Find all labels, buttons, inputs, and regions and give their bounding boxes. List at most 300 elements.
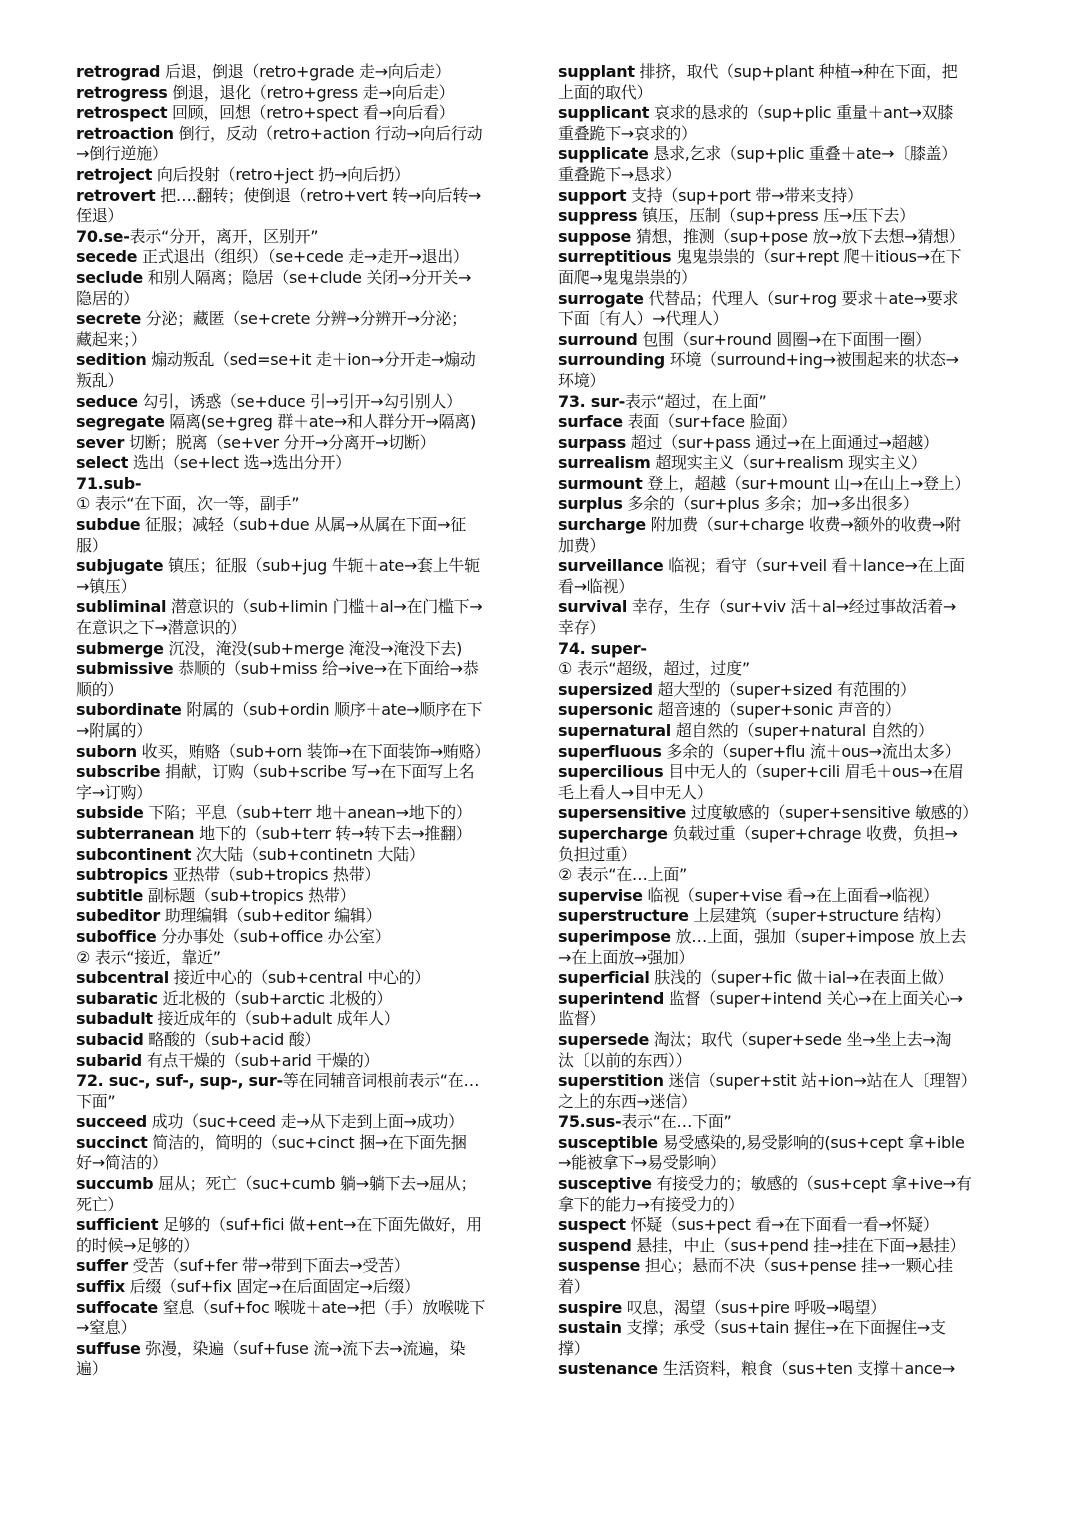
definition-text: 易受感染的,易受影响的(sus+cept 拿+ible xyxy=(657,1132,965,1152)
entry-line xyxy=(76,865,524,886)
entry-line xyxy=(76,783,524,804)
entry-line xyxy=(76,845,524,866)
definition-text: 正式退出（组织）（se+cede 走→走开→退出） xyxy=(137,247,469,267)
definition-text: 幸存，生存（sur+viv 活＋al→经过事故活着→ xyxy=(627,597,957,617)
definition-text: 多余的（sur+plus 多余；加→多出很多） xyxy=(622,494,919,514)
entry-line xyxy=(558,865,1006,886)
entry-line xyxy=(76,1277,524,1298)
definition-text: 迷信（super+stit 站+ion→站在人〔理智） xyxy=(663,1071,977,1091)
definition-text: →镇压） xyxy=(76,576,137,596)
definition-text: 表示“分开，离开，区别开” xyxy=(129,226,319,246)
headword: subadult xyxy=(76,1009,153,1029)
entry-line xyxy=(558,1318,1006,1339)
entry-line xyxy=(76,1030,524,1051)
definition-text: →窒息） xyxy=(76,1318,137,1338)
definition-text: 排挤，取代（sup+plant 种植→种在下面，把 xyxy=(634,62,958,81)
definition-text: 包围（sur+round 圆圈→在下面围一圈） xyxy=(637,329,931,349)
headword: sustain xyxy=(558,1318,622,1338)
entry-line xyxy=(76,1339,524,1360)
definition-text: 隔离(se+greg 群＋ate→和人群分开→隔离) xyxy=(164,412,476,432)
definition-text: 表面（sur+face 脸面） xyxy=(622,412,797,432)
definition-text: 负载过重（super+chrage 收费，负担→ xyxy=(667,823,958,843)
definition-text: 恳求,乞求（sup+plic 重叠＋ate→〔膝盖） xyxy=(648,144,957,164)
headword: seduce xyxy=(76,391,138,411)
headword: supersensitive xyxy=(558,803,687,823)
headword: secrete xyxy=(76,309,142,329)
headword: superficial xyxy=(558,968,650,988)
entry-line xyxy=(558,948,1006,969)
definition-text: 次大陆（sub+continetn 大陆） xyxy=(191,844,425,864)
definition-text: 毛上看人→目中无人） xyxy=(558,782,713,802)
definition-text: 附加费（sur+charge 收费→额外的收费→附 xyxy=(645,515,961,535)
definition-text: 等在同辅音词根前表示“在… xyxy=(282,1071,480,1091)
definition-text: 看→临视） xyxy=(558,576,634,596)
definition-text: 窒息（suf+foc 喉咙＋ate→把（手）放喉咙下 xyxy=(157,1297,486,1317)
definition-text: 在意识之下→潜意识的） xyxy=(76,618,247,638)
definition-text: ① 表示“在下面，次一等，副手” xyxy=(76,494,300,514)
definition-text: 超现实主义（sur+realism 现实主义） xyxy=(650,453,927,473)
entry-line xyxy=(558,824,1006,845)
headword: suborn xyxy=(76,741,137,761)
entry-line xyxy=(558,845,1006,866)
definition-text: 上面的取代） xyxy=(558,82,653,102)
entry-line xyxy=(76,989,524,1010)
entry-line xyxy=(558,989,1006,1010)
entry-line xyxy=(558,536,1006,557)
definition-text: 附属的（sub+ordin 顺序＋ate→顺序在下 xyxy=(181,700,483,720)
entry-line xyxy=(76,1133,524,1154)
definition-text: 镇压，压制（sup+press 压→压下去） xyxy=(637,206,915,226)
entry-line xyxy=(76,618,524,639)
entry-line xyxy=(558,247,1006,268)
headword: suffer xyxy=(76,1256,128,1276)
definition-text: 顺的） xyxy=(76,679,124,699)
entry-line xyxy=(558,1153,1006,1174)
entry-line xyxy=(558,1009,1006,1030)
definition-text: 地下的（sub+terr 转→转下去→推翻） xyxy=(194,823,472,843)
definition-text: 环境（surround+ing→被围起来的状态→ xyxy=(664,350,959,370)
headword: subscribe xyxy=(76,762,161,782)
entry-line xyxy=(558,556,1006,577)
definition-text: 倒退，退化（retro+gress 走→向后走） xyxy=(167,82,455,102)
headword: surmount xyxy=(558,473,643,493)
entry-line xyxy=(558,392,1006,413)
headword: surplus xyxy=(558,494,623,514)
entry-line xyxy=(558,927,1006,948)
definition-text: 足够的（suf+fici 做+ent→在下面先做好，用 xyxy=(158,1215,482,1235)
headword: 73. sur- xyxy=(558,391,625,411)
entry-line xyxy=(76,948,524,969)
definition-text: 回顾，回想（retro+spect 看→向后看） xyxy=(167,103,455,123)
entry-line xyxy=(76,247,524,268)
definition-text: 好→简洁的） xyxy=(76,1153,168,1173)
entry-line xyxy=(558,371,1006,392)
definition-text: 超自然的（super+natural 自然的） xyxy=(670,721,934,740)
definition-text: 肤浅的（super+fic 做＋ial→在表面上做） xyxy=(649,968,954,988)
definition-text: 之上的东西→迷信） xyxy=(558,1091,697,1111)
definition-text: 侄退） xyxy=(76,206,124,226)
entry-line xyxy=(558,886,1006,907)
definition-text: 和别人隔离；隐居（se+clude 关闭→分开关→ xyxy=(142,267,472,287)
entry-line xyxy=(76,1236,524,1257)
definition-text: ② 表示“在…上面” xyxy=(558,865,688,885)
definition-text: 切断；脱离（se+ver 分开→分离开→切断） xyxy=(124,432,436,452)
definition-text: 近北极的（sub+arctic 北极的） xyxy=(157,988,393,1008)
headword: supersonic xyxy=(558,700,653,720)
definition-text: →在上面放→强加） xyxy=(558,947,695,967)
entry-line xyxy=(558,227,1006,248)
entry-line xyxy=(558,783,1006,804)
headword: subtropics xyxy=(76,865,168,885)
headword: sedition xyxy=(76,350,147,370)
entry-line xyxy=(558,597,1006,618)
entry-line xyxy=(558,124,1006,145)
definition-text: 有点干燥的（sub+arid 干燥的） xyxy=(141,1050,380,1070)
definition-text: 环境） xyxy=(558,370,606,390)
definition-text: 担心；悬而不决（sus+pense 挂→一颗心挂 xyxy=(640,1256,953,1276)
entry-line xyxy=(558,742,1006,763)
headword: secede xyxy=(76,247,138,267)
definition-text: 助理编辑（sub+editor 编辑） xyxy=(160,906,382,926)
headword: retroaction xyxy=(76,123,174,143)
definition-text: 潜意识的（sub+limin 门槛＋al→在门槛下→ xyxy=(166,597,483,617)
definition-text: 捐献，订购（sub+scribe 写→在下面写上名 xyxy=(160,762,475,782)
headword: subdue xyxy=(76,515,141,535)
headword: susceptive xyxy=(558,1174,652,1194)
definition-text: 简洁的，简明的（suc+cinct 捆→在下面先捆 xyxy=(147,1132,467,1152)
definition-text: 悬挂，中止（sus+pend 挂→挂在下面→悬挂） xyxy=(631,1235,966,1255)
entry-line xyxy=(76,350,524,371)
definition-text: 服） xyxy=(76,535,108,555)
definition-text: 把….翻转；使倒退（retro+vert 转→向后转→ xyxy=(155,185,482,205)
entry-line xyxy=(76,659,524,680)
headword: retrogress xyxy=(76,82,168,102)
definition-text: ① 表示“超级，超过，过度” xyxy=(558,659,750,679)
entry-line xyxy=(76,371,524,392)
entry-line xyxy=(76,1009,524,1030)
entry-line xyxy=(76,433,524,454)
entry-line xyxy=(558,289,1006,310)
headword: subside xyxy=(76,803,144,823)
definition-text: 猜想，推测（sup+pose 放→放下去想→猜想） xyxy=(631,226,965,246)
entry-line xyxy=(76,536,524,557)
entry-line xyxy=(76,453,524,474)
headword: surrealism xyxy=(558,453,651,473)
definition-text: 受苦（suf+fer 带→带到下面去→受苦） xyxy=(127,1256,410,1276)
headword: surrounding xyxy=(558,350,665,370)
headword: succinct xyxy=(76,1132,148,1152)
entry-line xyxy=(76,227,524,248)
entry-line xyxy=(558,1174,1006,1195)
definition-text: 征服；减轻（sub+due 从属→从属在下面→征 xyxy=(140,515,466,535)
entry-line xyxy=(558,1051,1006,1072)
headword: 70.se- xyxy=(76,226,130,246)
definition-text: 死亡） xyxy=(76,1194,124,1214)
headword: surpass xyxy=(558,432,627,452)
entry-line xyxy=(76,1174,524,1195)
entry-line xyxy=(558,577,1006,598)
headword: suffuse xyxy=(76,1338,141,1358)
definition-text: 有接受力的；敏感的（sus+cept 拿+ive→有 xyxy=(651,1174,972,1194)
definition-text: 下面〔有人）→代理人） xyxy=(558,309,729,329)
entry-line xyxy=(76,1215,524,1236)
headword: sufficient xyxy=(76,1215,159,1235)
definition-text: 放…上面，强加（super+impose 放上去 xyxy=(670,926,967,946)
entry-line xyxy=(558,144,1006,165)
definition-text: 代替品；代理人（sur+rog 要求＋ate→要求 xyxy=(643,288,959,308)
entry-line xyxy=(76,1153,524,1174)
headword: surreptitious xyxy=(558,247,672,267)
definition-text: 监督（super+intend 关心→在上面关心→ xyxy=(664,988,963,1008)
entry-line xyxy=(76,886,524,907)
entry-line xyxy=(558,721,1006,742)
entry-line xyxy=(76,577,524,598)
entry-line xyxy=(558,1256,1006,1277)
headword: supercharge xyxy=(558,823,668,843)
headword: surcharge xyxy=(558,515,646,535)
definition-text: 超音速的（super+sonic 声音的） xyxy=(653,700,901,720)
definition-text: 哀求的恳求的（sup+plic 重量＋ant→双膝 xyxy=(649,103,954,123)
entry-line xyxy=(76,1071,524,1092)
headword: retroject xyxy=(76,164,153,184)
entry-line xyxy=(76,330,524,351)
entry-line xyxy=(76,803,524,824)
entry-line xyxy=(76,927,524,948)
headword: superimpose xyxy=(558,926,671,946)
entry-line xyxy=(558,968,1006,989)
entry-line xyxy=(76,906,524,927)
entry-line xyxy=(558,350,1006,371)
definition-text: ② 表示“接近，靠近” xyxy=(76,947,221,967)
headword: support xyxy=(558,185,627,205)
headword: subcentral xyxy=(76,968,169,988)
entry-line xyxy=(558,1092,1006,1113)
definition-text: 临视（super+vise 看→在上面看→临视） xyxy=(642,885,939,905)
definition-text: 煽动叛乱（sed=se+it 走＋ion→分开走→煽动 xyxy=(146,350,476,370)
headword: supercilious xyxy=(558,762,664,782)
headword: sever xyxy=(76,432,125,452)
entry-line xyxy=(76,206,524,227)
definition-text: 选出（se+lect 选→选出分开） xyxy=(128,453,351,473)
entry-line xyxy=(76,1298,524,1319)
definition-text: 重叠跪下→哀求的） xyxy=(558,123,697,143)
entry-line xyxy=(558,83,1006,104)
definition-text: 重叠跪下→恳求） xyxy=(558,164,682,184)
definition-text: 隐居的） xyxy=(76,288,139,308)
definition-text: 亚热带（sub+tropics 热带） xyxy=(167,865,381,885)
entry-line xyxy=(76,392,524,413)
entry-line xyxy=(76,103,524,124)
definition-text: 后退，倒退（retro+grade 走→向后走） xyxy=(160,62,451,81)
headword: suspense xyxy=(558,1256,641,1276)
entry-line xyxy=(558,186,1006,207)
definition-text: →倒行逆施） xyxy=(76,144,168,164)
headword: supersede xyxy=(558,1029,650,1049)
definition-text: →能被拿下→易受影响） xyxy=(558,1153,726,1173)
definition-text: 遍） xyxy=(76,1359,108,1379)
definition-text: 鬼鬼祟祟的（sur+rept 爬＋itious→在下 xyxy=(671,247,962,267)
headword: surveillance xyxy=(558,556,664,576)
headword: suppose xyxy=(558,226,632,246)
entry-line xyxy=(558,1298,1006,1319)
entry-line xyxy=(558,474,1006,495)
headword: supplant xyxy=(558,62,635,81)
definition-text: 淘汰；取代（super+sede 坐→坐上去→淘 xyxy=(649,1029,952,1049)
definition-text: 临视；看守（sur+veil 看＋lance→在上面 xyxy=(663,556,965,576)
entry-line xyxy=(558,103,1006,124)
definition-text: 幸存） xyxy=(558,618,606,638)
entry-line xyxy=(76,742,524,763)
headword: sustenance xyxy=(558,1359,658,1379)
entry-line xyxy=(558,62,1006,83)
headword: subarid xyxy=(76,1050,142,1070)
entry-line xyxy=(558,1133,1006,1154)
entry-line xyxy=(76,639,524,660)
entry-line xyxy=(76,144,524,165)
entry-line xyxy=(558,1030,1006,1051)
entry-line xyxy=(76,762,524,783)
definition-text: 屈从；死亡（suc+cumb 躺→躺下去→屈从； xyxy=(153,1174,477,1194)
entry-line xyxy=(558,639,1006,660)
entry-line xyxy=(76,83,524,104)
entry-line xyxy=(558,1195,1006,1216)
headword: subeditor xyxy=(76,906,160,926)
headword: supernatural xyxy=(558,721,671,740)
headword: select xyxy=(76,453,129,473)
headword: 72. suc-, suf-, sup-, sur- xyxy=(76,1071,283,1091)
headword: submerge xyxy=(76,638,164,658)
entry-line xyxy=(558,1339,1006,1360)
definition-text: 倒行，反动（retro+action 行动→向后行动 xyxy=(173,123,483,143)
entry-line xyxy=(76,62,524,83)
definition-text: 后缀（suf+fix 固定→在后面固定→后缀） xyxy=(124,1277,420,1297)
entry-line xyxy=(76,1051,524,1072)
entry-line xyxy=(558,680,1006,701)
entry-line xyxy=(558,906,1006,927)
definition-text: →附属的） xyxy=(76,721,152,740)
entry-line xyxy=(558,206,1006,227)
entry-line xyxy=(558,412,1006,433)
headword: segregate xyxy=(76,412,165,432)
headword: subcontinent xyxy=(76,844,192,864)
definition-text: 下陷；平息（sub+terr 地＋anean→地下的） xyxy=(143,803,472,823)
entry-line xyxy=(76,700,524,721)
headword: suspect xyxy=(558,1215,626,1235)
headword: supersized xyxy=(558,679,653,699)
definition-text: 支持（sup+port 带→带来支持） xyxy=(626,185,863,205)
entry-line xyxy=(558,268,1006,289)
definition-text: 上层建筑（super+structure 结构） xyxy=(688,906,951,926)
definition-text: 副标题（sub+tropics 热带） xyxy=(143,885,356,905)
right-column xyxy=(558,62,1006,1380)
headword: susceptible xyxy=(558,1132,658,1152)
definition-text: 超过（sur+pass 通过→在上面通过→超越） xyxy=(626,432,939,452)
definition-text: 叹息，渴望（sus+pire 呼吸→喝望） xyxy=(622,1297,886,1317)
definition-text: 加费） xyxy=(558,535,606,555)
definition-text: 向后投射（retro+ject 扔→向后扔） xyxy=(152,164,410,184)
entry-line xyxy=(558,309,1006,330)
entry-line xyxy=(76,165,524,186)
definition-text: 面爬→鬼鬼祟祟的） xyxy=(558,267,697,287)
definition-text: 镇压；征服（sub+jug 牛轭＋ate→套上牛轭 xyxy=(163,556,480,576)
headword: superstition xyxy=(558,1071,664,1091)
entry-line xyxy=(558,165,1006,186)
entry-line xyxy=(76,309,524,330)
definition-text: 下面” xyxy=(76,1091,116,1111)
headword: retrospect xyxy=(76,103,168,123)
entry-line xyxy=(558,618,1006,639)
headword: superstructure xyxy=(558,906,689,926)
definition-text: 汰〔以前的东西）） xyxy=(558,1050,692,1070)
headword: superfluous xyxy=(558,741,662,761)
definition-text: 超大型的（super+sized 有范围的） xyxy=(652,679,916,699)
definition-text: 沉没，淹没(sub+merge 淹没→淹没下去) xyxy=(163,638,463,658)
headword: retrograd xyxy=(76,62,161,81)
definition-text: 生活资料，粮食（sus+ten 支撑＋ance→ xyxy=(657,1359,956,1379)
headword: 71.sub- xyxy=(76,473,142,493)
definition-text: 支撑；承受（sus+tain 握住→在下面握住→支 xyxy=(621,1318,946,1338)
entry-line xyxy=(558,453,1006,474)
definition-text: 多余的（super+flu 流＋ous→流出太多） xyxy=(661,741,961,761)
headword: superintend xyxy=(558,988,665,1008)
headword: surrogate xyxy=(558,288,644,308)
entry-line xyxy=(76,968,524,989)
definition-text: 成功（suc+ceed 走→从下走到上面→成功） xyxy=(146,1112,464,1132)
entry-line xyxy=(558,659,1006,680)
definition-text: 监督） xyxy=(558,1009,606,1029)
definition-text: 的时候→足够的） xyxy=(76,1235,200,1255)
entry-line xyxy=(558,1236,1006,1257)
entry-line xyxy=(558,762,1006,783)
headword: survival xyxy=(558,597,628,617)
headword: supervise xyxy=(558,885,643,905)
definition-text: 分办事处（sub+office 办公室） xyxy=(156,926,391,946)
entry-line xyxy=(76,721,524,742)
entry-line xyxy=(76,597,524,618)
definition-text: 表示“超过，在上面” xyxy=(624,391,767,411)
definition-text: 负担过重） xyxy=(558,844,637,864)
headword: suboffice xyxy=(76,926,157,946)
entry-line xyxy=(558,700,1006,721)
entry-line xyxy=(76,515,524,536)
headword: seclude xyxy=(76,267,143,287)
definition-text: 接近中心的（sub+central 中心的） xyxy=(168,968,431,988)
headword: subacid xyxy=(76,1029,144,1049)
headword: subordinate xyxy=(76,700,182,720)
entry-line xyxy=(76,1195,524,1216)
entry-line xyxy=(558,494,1006,515)
definition-text: 撑） xyxy=(558,1338,590,1358)
headword: suspend xyxy=(558,1235,632,1255)
entry-line xyxy=(558,1112,1006,1133)
definition-text: 分泌；藏匿（se+crete 分辨→分辨开→分泌； xyxy=(141,309,467,329)
entry-line xyxy=(558,1071,1006,1092)
definition-text: 藏起来；） xyxy=(76,329,147,349)
headword: subterranean xyxy=(76,823,195,843)
definition-text: 收买，贿赂（sub+orn 装饰→在下面装饰→贿赂） xyxy=(136,741,490,761)
headword: succeed xyxy=(76,1112,147,1132)
definition-text: 字→订购） xyxy=(76,782,152,802)
definition-text: 恭顺的（sub+miss 给→ive→在下面给→恭 xyxy=(173,659,479,679)
headword: supplicant xyxy=(558,103,650,123)
headword: subjugate xyxy=(76,556,164,576)
entry-line xyxy=(76,474,524,495)
definition-text: 拿下的能力→有接受力的） xyxy=(558,1194,744,1214)
entry-line xyxy=(558,1359,1006,1380)
entry-line xyxy=(76,1112,524,1133)
entry-line xyxy=(76,556,524,577)
entry-line xyxy=(76,1359,524,1380)
